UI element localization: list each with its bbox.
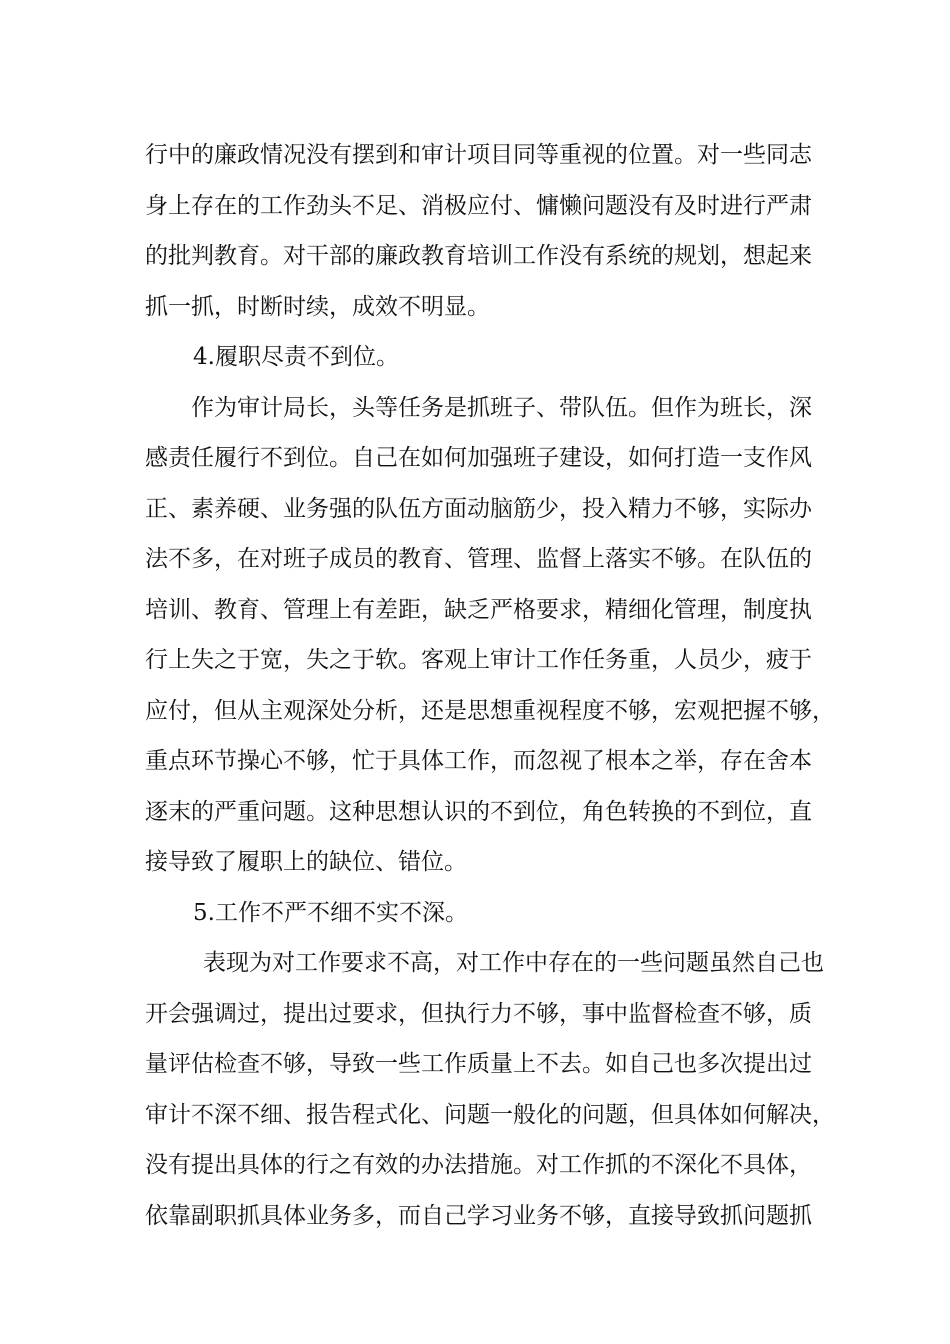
section-heading: 4.履职尽责不到位。	[193, 344, 399, 370]
paragraph-line: 表现为对工作要求不高，对工作中存在的一些问题虽然自己也	[203, 950, 824, 976]
paragraph-line: 感责任履行不到位。自己在如何加强班子建设，如何打造一支作风	[145, 445, 812, 471]
paragraph-line: 重点环节操心不够，忙于具体工作，而忽视了根本之举，存在舍本	[145, 748, 812, 774]
paragraph-line: 培训、教育、管理上有差距，缺乏严格要求，精细化管理，制度执	[145, 596, 812, 623]
paragraph-line: 没有提出具体的行之有效的办法措施。对工作抓的不深化不具体，	[145, 1152, 812, 1178]
paragraph-line: 身上存在的工作劲头不足、消极应付、慵懒问题没有及时进行严肃	[145, 192, 812, 219]
document-body	[145, 130, 835, 1241]
paragraph-line: 行中的廉政情况没有摆到和审计项目同等重视的位置。对一些同志	[145, 142, 812, 168]
paragraph-line: 逐末的严重问题。这种思想认识的不到位，角色转换的不到位，直	[145, 798, 812, 825]
paragraph-line: 行上失之于宽，失之于软。客观上审计工作任务重，人员少，疲于	[145, 647, 812, 673]
paragraph-line: 作为审计局长，头等任务是抓班子、带队伍。但作为班长，深	[191, 394, 812, 421]
paragraph-line: 应付，但从主观深处分析，还是思想重视程度不够，宏观把握不够，	[145, 697, 835, 724]
paragraph-line: 量评估检查不够，导致一些工作质量上不去。如自己也多次提出过	[145, 1051, 812, 1077]
paragraph-line: 审计不深不细、报告程式化、问题一般化的问题，但具体如何解决，	[145, 1101, 835, 1128]
paragraph-line: 接导致了履职上的缺位、错位。	[145, 849, 467, 875]
section-heading: 5.工作不严不细不实不深。	[193, 899, 468, 926]
paragraph-line: 正、素养硬、业务强的队伍方面动脑筋少，投入精力不够，实际办	[145, 495, 812, 522]
paragraph-line: 开会强调过，提出过要求，但执行力不够，事中监督检查不够，质	[145, 1000, 812, 1027]
paragraph-line: 抓一抓，时断时续，成效不明显。	[145, 293, 490, 320]
paragraph-line: 法不多，在对班子成员的教育、管理、监督上落实不够。在队伍的	[145, 546, 812, 572]
paragraph-line: 的批判教育。对干部的廉政教育培训工作没有系统的规划，想起来	[145, 243, 812, 269]
paragraph-line: 依靠副职抓具体业务多，而自己学习业务不够，直接导致抓问题抓	[145, 1202, 812, 1229]
